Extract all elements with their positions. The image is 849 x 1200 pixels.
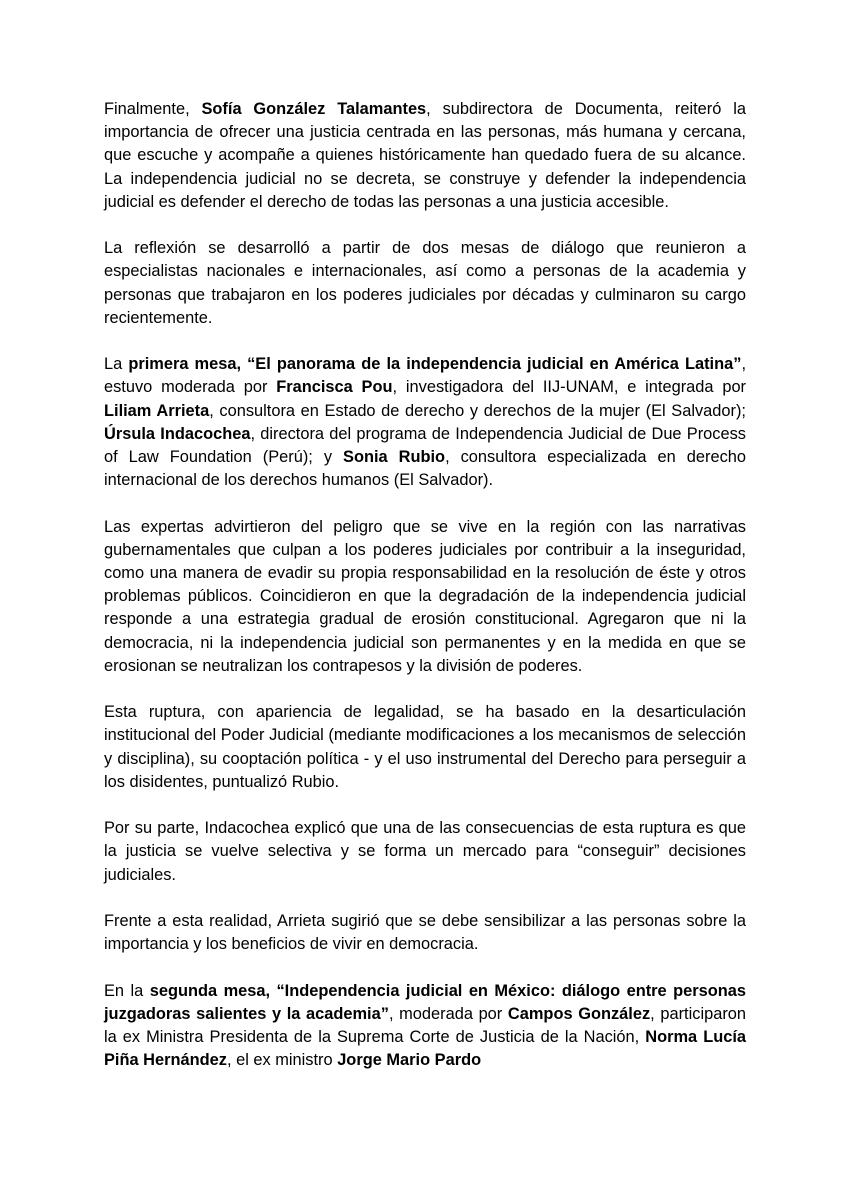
text-run: La reflexión se desarrolló a partir de dos mesas de diálogo que reunieron a especialistas nacionales e internacionales, así como a personas de la academia y personas que trabajaron en los poderes judiciales por décadas y culminaron su cargo recientemente. — [104, 239, 746, 327]
paragraph-gonzalez-talamantes — [104, 98, 746, 214]
paragraph-indacochea — [104, 817, 746, 887]
speaker-name: Campos González — [507, 1004, 651, 1023]
text-run: , investigadora del IIJ-UNAM, e integrada por — [392, 378, 747, 397]
speaker-name: Liliam Arrieta — [104, 401, 210, 420]
panel-title: segunda mesa, “Independencia judicial en México: diálogo entre personas juzgadoras salientes y la academia” — [104, 981, 747, 1023]
text-run: , el ex ministro — [226, 1051, 338, 1070]
paragraph-ruptura — [104, 701, 746, 794]
text-run: , directora del programa de Independencia Judicial de Due Process of Law Foundation (Perú); y — [104, 424, 747, 467]
text-run: , subdirectora de Documenta, reiteró la importancia de ofrecer una justicia centrada en las personas, más humana y cercana, que escuche y acompañe a quienes históricamente han quedado fuera de su alcance. La independencia judicial no se decreta, se construye y defender la independencia judicial es defender el derecho de todas las personas a una justicia accesible. — [104, 100, 746, 211]
paragraph-primera-mesa — [104, 353, 746, 492]
text-run: , consultora especializada en derecho internacional de los derechos humanos (El Salvador). — [104, 448, 746, 490]
text-run: En la — [104, 981, 150, 1000]
text-run: Finalmente, — [104, 100, 202, 118]
text-run: , moderada por — [388, 1004, 508, 1023]
speaker-name: Sonia Rubio — [343, 448, 446, 467]
paragraph-segunda-mesa — [104, 980, 746, 1073]
text-run: Esta ruptura, con apariencia de legalidad, se ha basado en la desarticulación institucional del Poder Judicial (mediante modificaciones a los mecanismos de selección y disciplina), su cooptación política - y el uso instrumental del Derecho para perseguir a los disidentes, puntualizó Rubio. — [104, 703, 746, 791]
document-page — [104, 98, 746, 1072]
text-run: Las expertas advirtieron del peligro que se vive en la región con las narrativas gubernamentales que culpan a los poderes judiciales por contribuir a la inseguridad, como una manera de evadir su propia responsabilidad en la resolución de éste y otros problemas públicos. Coincidieron en que la degradación de la independencia judicial responde a una estrategia gradual de erosión constitucional. Agregaron que ni la democracia, ni la independencia judicial son permanentes y en la medida en que se erosionan se neutralizan los contrapesos y la división de poderes. — [104, 517, 746, 675]
speaker-name: Sofía González Talamantes — [201, 100, 427, 118]
text-run: La — [104, 355, 129, 374]
paragraph-reflexion — [104, 237, 746, 330]
text-run: Frente a esta realidad, Arrieta sugirió que se debe sensibilizar a las personas sobre la importancia y los beneficios de vivir en democracia. — [104, 912, 746, 954]
text-run: , participaron la ex Ministra Presidenta de la Suprema Corte de Justicia de la Nación, — [104, 1004, 747, 1047]
speaker-name: Jorge Mario Pardo — [337, 1051, 482, 1070]
text-run: , estuvo moderada por — [104, 355, 746, 397]
speaker-name: Úrsula Indacochea — [104, 424, 251, 443]
speaker-name: Norma Lucía Piña Hernández — [104, 1028, 747, 1070]
paragraph-arrieta — [104, 910, 746, 956]
text-run: , consultora en Estado de derecho y derechos de la mujer (El Salvador); — [209, 401, 746, 420]
panel-title: primera mesa, “El panorama de la independencia judicial en América Latina” — [128, 355, 742, 374]
speaker-name: Francisca Pou — [276, 378, 393, 397]
text-run: Por su parte, Indacochea explicó que una de las consecuencias de esta ruptura es que la justicia se vuelve selectiva y se forma un mercado para “conseguir” decisiones judiciales. — [104, 819, 746, 884]
paragraph-expertas — [104, 516, 746, 678]
